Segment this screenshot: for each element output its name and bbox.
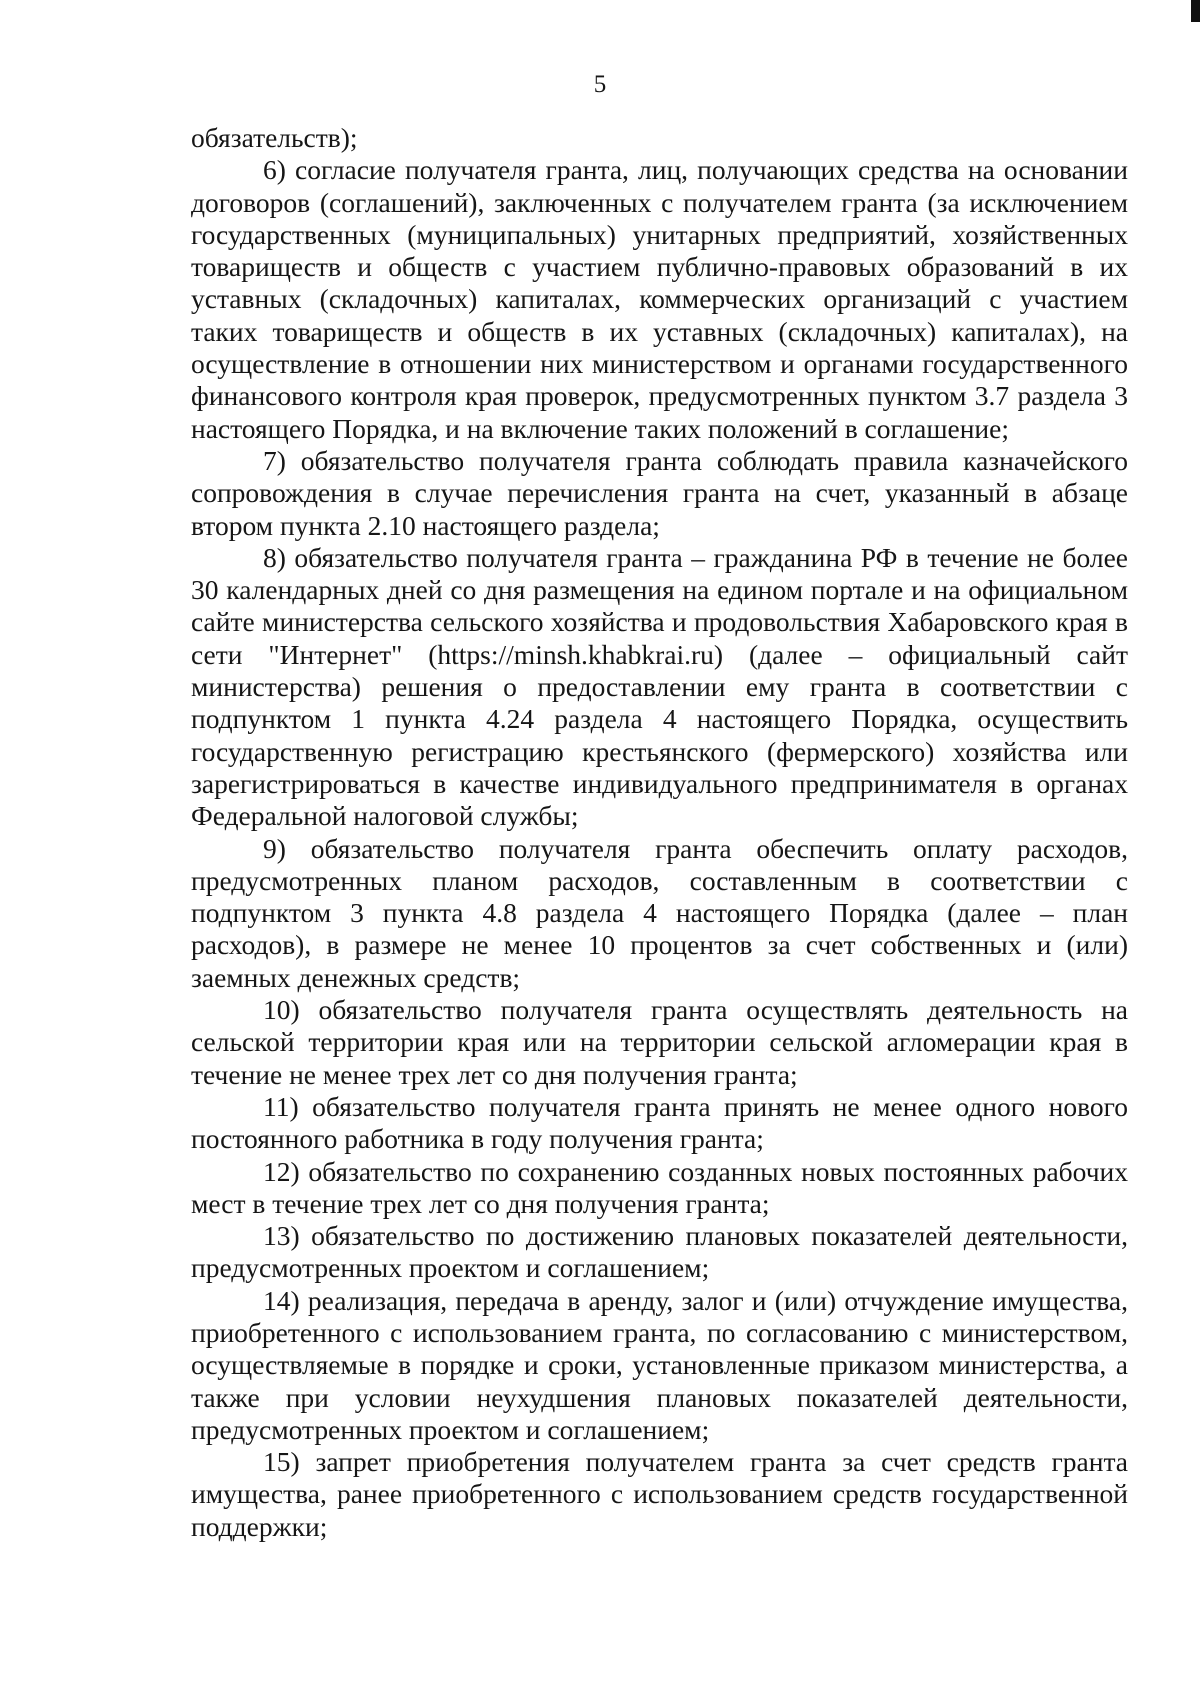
paragraph-item-11: 11) обязательство получателя гранта принять не менее одного нового постоянного работника в году получения гранта; (191, 1090, 1128, 1155)
paragraph-item-13: 13) обязательство по достижению плановых показателей деятельности, предусмотренных проектом и соглашением; (191, 1220, 1128, 1284)
paragraph-item-10: 10) обязательство получателя гранта осуществлять деятельность на сельской территории края или на территории сельской агломерации края в течение не менее трех лет со дня получения гранта; (191, 994, 1128, 1090)
document-body (191, 122, 1128, 1543)
paragraph-item-15: 15) запрет приобретения получателем гранта за счет средств гранта имущества, ранее приобретенного с использованием средств государственной поддержки; (191, 1446, 1128, 1542)
paragraph-item-7: 7) обязательство получателя гранта соблюдать правила казначейского сопровождения в случае перечисления гранта на счет, указанный в абзаце втором пункта 2.10 настоящего раздела; (191, 444, 1128, 541)
paragraph-item-8: 8) обязательство получателя гранта – гражданина РФ в течение не более 30 календарных дней со дня размещения на едином портале и на официальном сайте министерства сельского хозяйства и продовольствия Хабаровского края в сети "Интернет" (https://minsh.khabkrai.ru) (далее – официальный сайт министерства) решения о предоставлении ему гранта в соответствии с подпунктом 1 пункта 4.24 раздела 4 настоящего Порядка, осуществить государственную регистрацию крестьянского (фермерского) хозяйства или зарегистрироваться в качестве индивидуального предпринимателя в органах Федеральной налоговой службы; (191, 541, 1128, 832)
page-number: 5 (593, 71, 607, 98)
paragraph-item-6: 6) согласие получателя гранта, лиц, получающих средства на основании договоров (соглашений), заключенных с получателем гранта (за исключением государственных (муниципальных) унитарных предприятий, хозяйственных товариществ и обществ с участием публично-правовых образований в их уставных (складочных) капиталах, коммерческих организаций с участием таких товариществ и обществ в их уставных (складочных) капиталах), на осуществление в отношении них министерством и органами государственного финансового контроля края проверок, предусмотренных пунктом 3.7 раздела 3 настоящего Порядка, и на включение таких положений в соглашение; (191, 154, 1128, 444)
scan-edge-mark (1191, 0, 1200, 22)
paragraph-item-12: 12) обязательство по сохранению созданных новых постоянных рабочих мест в течение трех лет со дня получения гранта; (191, 1155, 1128, 1219)
paragraph-continuation: обязательств); (191, 122, 358, 153)
paragraph-item-9: 9) обязательство получателя гранта обеспечить оплату расходов, предусмотренных планом расходов, составленным в соответствии с подпунктом 3 пункта 4.8 раздела 4 настоящего Порядка (далее – план расходов), в размере не менее 10 процентов за счет собственных и (или) заемных денежных средств; (191, 832, 1128, 993)
paragraph-item-14: 14) реализация, передача в аренду, залог и (или) отчуждение имущества, приобретенного с использованием гранта, по согласованию с министерством, осуществляемые в порядке и сроки, установленные приказом министерства, а также при условии неухудшения плановых показателей деятельности, предусмотренных проектом и соглашением; (191, 1284, 1128, 1445)
